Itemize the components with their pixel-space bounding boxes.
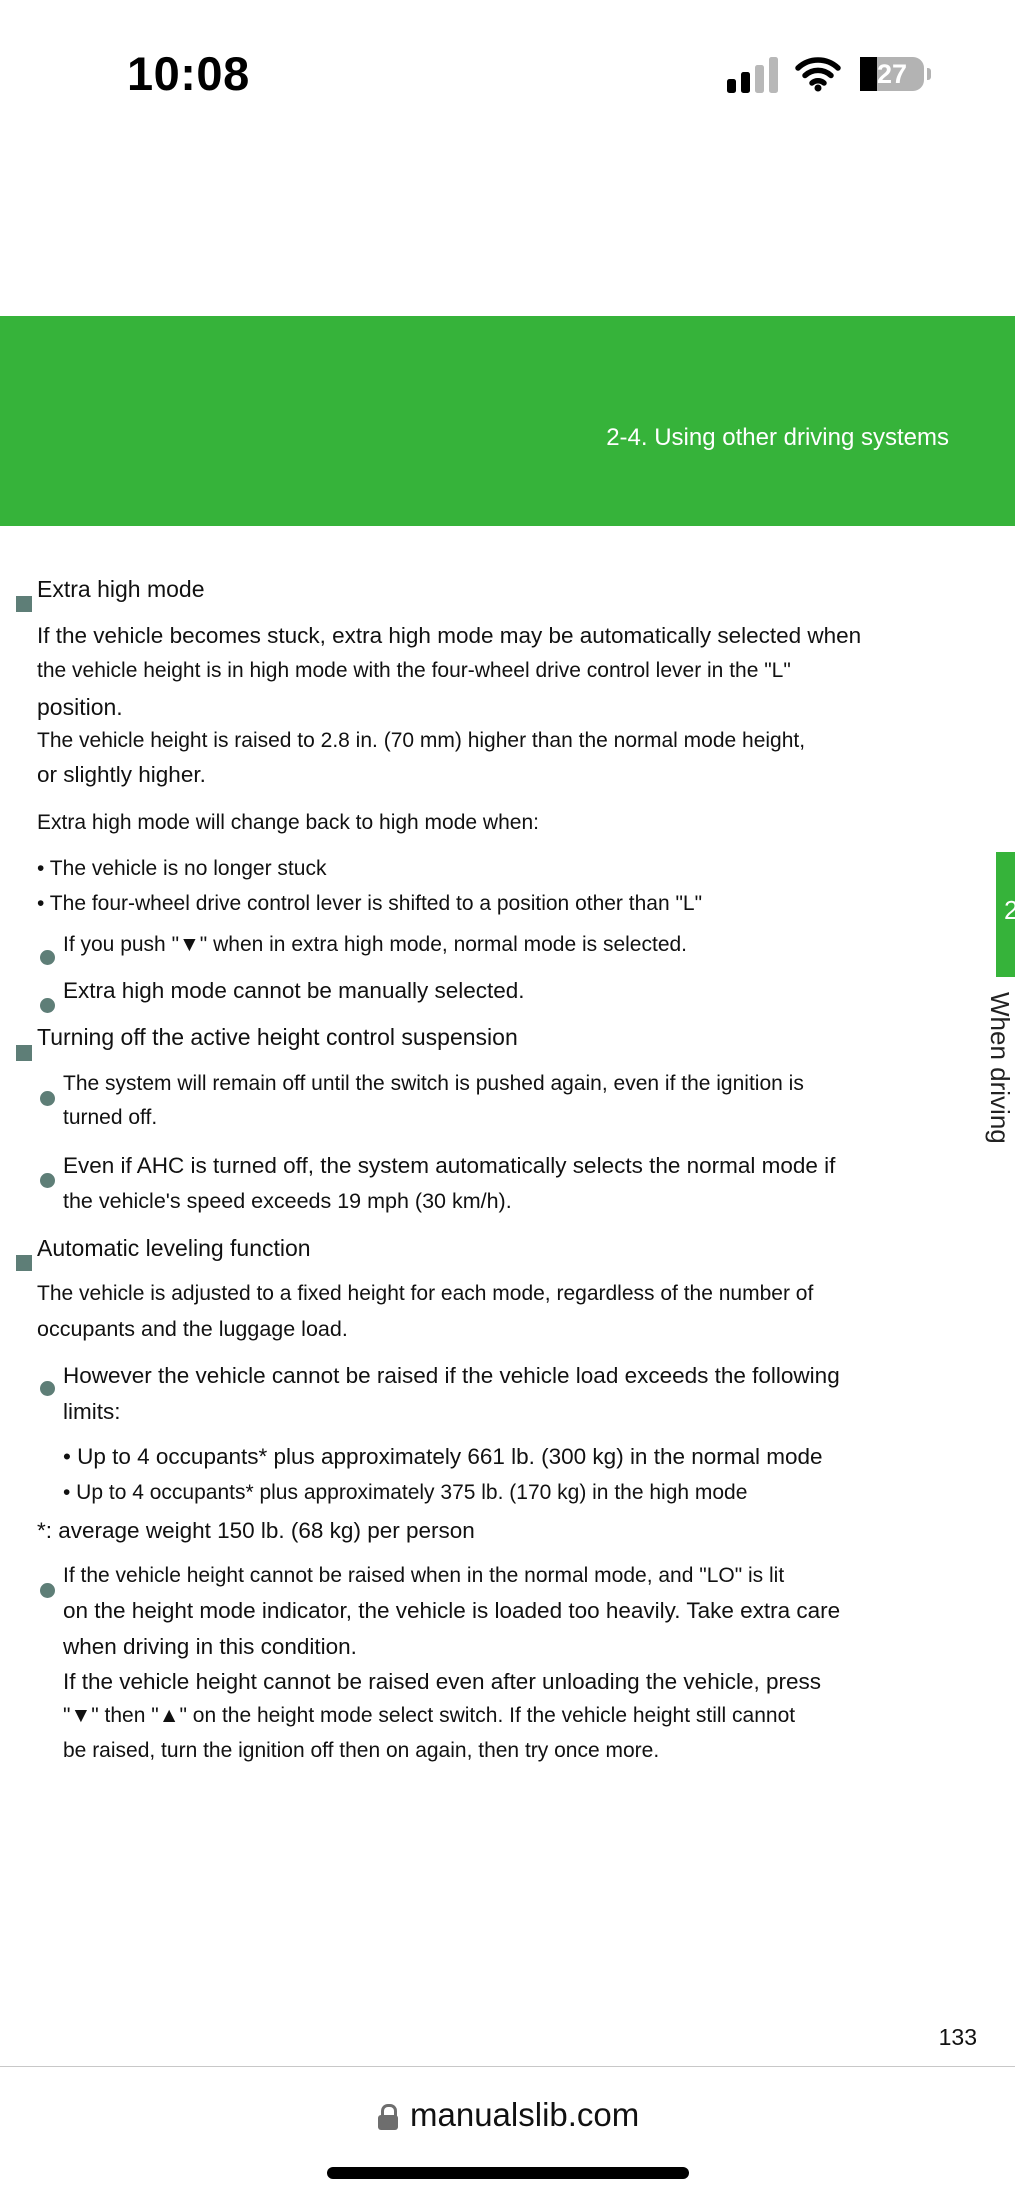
battery-level: 27 [876, 59, 908, 89]
list-item: • The four-wheel drive control lever is shifted to a position other than "L" [37, 892, 703, 915]
list-item: • Up to 4 occupants* plus approximately 661 lb. (300 kg) in the normal mode [63, 1444, 823, 1469]
heading-extra-high-mode: Extra high mode [37, 576, 205, 602]
footnote: *: average weight 150 lb. (68 kg) per person [37, 1518, 475, 1543]
section-title: 2-4. Using other driving systems [606, 424, 949, 451]
signal-bar-1 [727, 79, 736, 93]
signal-bar-3 [755, 65, 764, 93]
cellular-signal-icon [727, 57, 779, 93]
note-line: on the height mode indicator, the vehicle is loaded too heavily. Take extra care [63, 1598, 841, 1623]
header-band [0, 316, 1015, 526]
wifi-icon [795, 56, 841, 92]
signal-bar-2 [741, 72, 750, 93]
paragraph-line: The vehicle is adjusted to a fixed height for each mode, regardless of the number of [37, 1282, 814, 1305]
note-line: If you push "▼" when in extra high mode, normal mode is selected. [63, 933, 688, 956]
section-marker-icon [16, 1255, 32, 1271]
chapter-tab[interactable] [996, 852, 1018, 977]
signal-bar-4 [769, 57, 778, 93]
note-line: limits: [63, 1399, 121, 1424]
paragraph-line: Extra high mode will change back to high mode when: [37, 811, 539, 834]
section-marker-icon [16, 596, 32, 612]
page-number: 133 [938, 2024, 977, 2050]
url-bar[interactable]: manualslib.com [410, 2096, 640, 2133]
note-line: Extra high mode cannot be manually selected. [63, 978, 525, 1003]
note-line: be raised, turn the ignition off then on again, then try once more. [63, 1739, 660, 1762]
paragraph-line: The vehicle height is raised to 2.8 in. (70 mm) higher than the normal mode height, [37, 729, 806, 752]
heading-turning-off: Turning off the active height control suspension [37, 1024, 518, 1050]
bullet-dot-icon [40, 1173, 55, 1188]
note-line: Even if AHC is turned off, the system automatically selects the normal mode if [63, 1153, 836, 1178]
note-line: If the vehicle height cannot be raised even after unloading the vehicle, press [63, 1669, 821, 1694]
bullet-dot-icon [40, 1091, 55, 1106]
battery-cap [927, 68, 931, 80]
note-line: turned off. [63, 1106, 158, 1129]
section-marker-icon [16, 1045, 32, 1061]
battery-indicator [860, 57, 924, 91]
list-item: • The vehicle is no longer stuck [37, 857, 327, 880]
bullet-dot-icon [40, 1381, 55, 1396]
lock-body [378, 2115, 398, 2130]
note-line: If the vehicle height cannot be raised when in the normal mode, and "LO" is lit [63, 1564, 785, 1587]
paragraph-line: If the vehicle becomes stuck, extra high mode may be automatically selected when [37, 623, 862, 648]
heading-automatic-leveling: Automatic leveling function [37, 1235, 311, 1261]
bullet-dot-icon [40, 1583, 55, 1598]
chapter-label: When driving [985, 992, 1015, 1144]
note-line: when driving in this condition. [63, 1634, 357, 1659]
paragraph-line: position. [37, 694, 123, 720]
note-line: The system will remain off until the switch is pushed again, even if the ignition is [63, 1072, 804, 1095]
note-line: However the vehicle cannot be raised if the vehicle load exceeds the following [63, 1363, 840, 1388]
paragraph-line: or slightly higher. [37, 762, 206, 787]
list-item: • Up to 4 occupants* plus approximately 375 lb. (170 kg) in the high mode [63, 1481, 748, 1504]
chapter-number: 2 [1004, 895, 1018, 925]
bullet-dot-icon [40, 950, 55, 965]
lock-icon [378, 2104, 398, 2130]
bullet-dot-icon [40, 998, 55, 1013]
status-time: 10:08 [127, 47, 250, 100]
footer-divider [0, 2066, 1015, 2067]
note-line: "▼" then "▲" on the height mode select switch. If the vehicle height still cannot [63, 1704, 796, 1727]
note-line: the vehicle's speed exceeds 19 mph (30 km/h). [63, 1189, 512, 1213]
paragraph-line: the vehicle height is in high mode with the four-wheel drive control lever in the "L" [37, 659, 791, 682]
home-indicator[interactable] [327, 2167, 689, 2179]
paragraph-line: occupants and the luggage load. [37, 1317, 348, 1341]
